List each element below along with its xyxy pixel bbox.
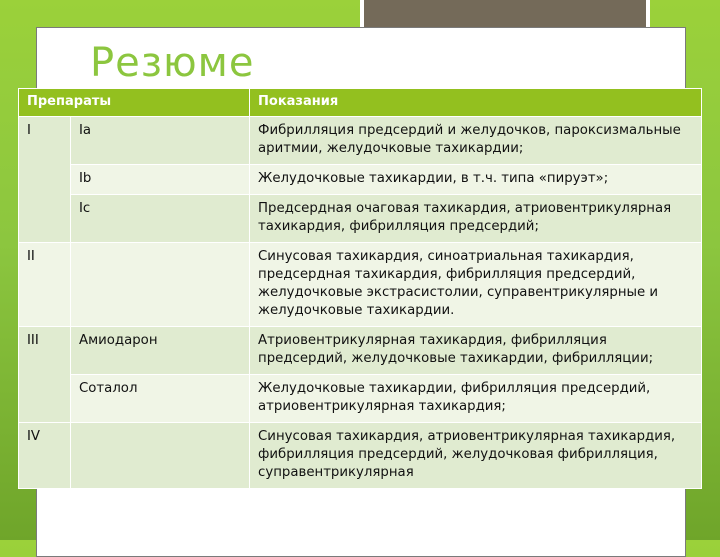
class-cell: IV <box>19 423 71 489</box>
slide-title: Резюме <box>90 40 255 86</box>
drug-cell <box>71 423 250 489</box>
indication-cell: Синусовая тахикардия, атриовентрикулярная тахикардия, фибрилляция предсердий, желудочковая фибрилляция, суправентрикулярная <box>250 423 702 489</box>
drug-cell: Ic <box>71 195 250 243</box>
class-cell: I <box>19 117 71 243</box>
drug-cell: Ia <box>71 117 250 165</box>
table-row <box>19 195 702 243</box>
drug-cell <box>71 243 250 327</box>
drug-cell: Ib <box>71 165 250 195</box>
indication-cell: Синусовая тахикардия, синоатриальная тахикардия, предсердная тахикардия, фибрилляция предсердий, желудочковые экстрасистолии, суправентрикулярные и желудочковые тахикардии. <box>250 243 702 327</box>
table-row <box>19 423 702 489</box>
drug-indications-table <box>18 88 702 489</box>
table-row <box>19 117 702 165</box>
table-row <box>19 165 702 195</box>
drug-cell: Соталол <box>71 375 250 423</box>
table-row <box>19 243 702 327</box>
class-cell: III <box>19 327 71 423</box>
class-cell: II <box>19 243 71 327</box>
drug-cell: Амиодарон <box>71 327 250 375</box>
indication-cell: Желудочковые тахикардии, фибрилляция предсердий, атриовентрикулярная тахикардия; <box>250 375 702 423</box>
table-header-row <box>19 89 702 117</box>
header-drugs: Препараты <box>19 89 250 117</box>
indication-cell: Фибрилляция предсердий и желудочков, пароксизмальные аритмии, желудочковые тахикардии; <box>250 117 702 165</box>
table-row <box>19 375 702 423</box>
table-row <box>19 327 702 375</box>
indication-cell: Предсердная очаговая тахикардия, атриовентрикулярная тахикардия, фибрилляция предсердий; <box>250 195 702 243</box>
indication-cell: Атриовентрикулярная тахикардия, фибрилляция предсердий, желудочковые тахикардии, фибрилляции; <box>250 327 702 375</box>
indication-cell: Желудочковые тахикардии, в т.ч. типа «пируэт»; <box>250 165 702 195</box>
header-indications: Показания <box>250 89 702 117</box>
